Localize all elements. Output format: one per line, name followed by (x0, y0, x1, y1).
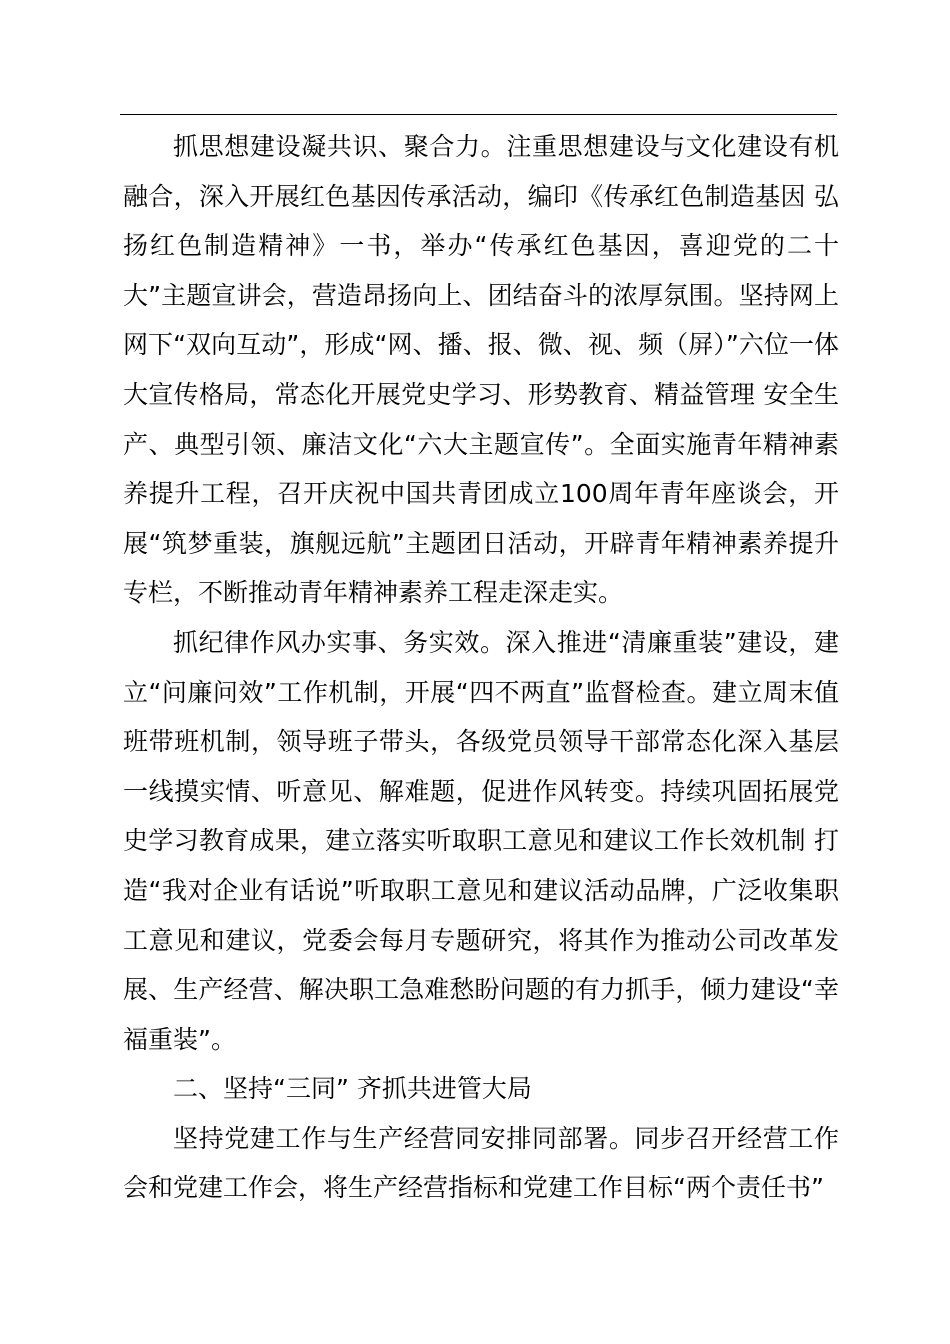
paragraph-ideology: 抓思想建设凝共识、聚合力。注重思想建设与文化建设有机融合，深入开展红色基因传承活动，编印《传承红色制造基因 弘扬红色制造精神》一书，举办“传承红色基因，喜迎党的二十大”主题宣讲会，营造昂扬向上、团结奋斗的浓厚氛围。坚持网上网下“双向互动”，形成“网、播、报、微、视、频（屏）”六位一体大宣传格局，常态化开展党史学习、形势教育、精益管理 安全生产、典型引领、廉洁文化“六大主题宣传”。全面实施青年精神素养提升工程，召开庆祝中国共青团成立100周年青年座谈会，开展“筑梦重装，旗舰远航”主题团日活动，开辟青年精神素养提升专栏，不断推动青年精神素养工程走深走实。 (123, 132, 839, 608)
header-rule (120, 114, 837, 115)
section-heading: 二、坚持“三同” 齐抓共进管大局 (173, 1074, 532, 1104)
document-body (123, 122, 839, 1213)
paragraph-discipline: 抓纪律作风办实事、务实效。深入推进“清廉重装”建设，建立“问廉问效”工作机制，开展“四不两直”监督检查。建立周末值班带班机制，领导班子带头，各级党员领导干部常态化深入基层一线摸实情、听意见、解难题，促进作风转变。持续巩固拓展党史学习教育成果，建立落实听取职工意见和建议工作长效机制 打造“我对企业有话说”听取职工意见和建议活动品牌，广泛收集职工意见和建议，党委会每月专题研究，将其作为推动公司改革发展、生产经营、解决职工急难愁盼问题的有力抓手，倾力建设“幸福重装”。 (123, 627, 839, 1054)
paragraph-party-building: 坚持党建工作与生产经营同安排同部署。同步召开经营工作会和党建工作会，将生产经营指标和党建工作目标“两个责任书” (123, 1123, 839, 1203)
